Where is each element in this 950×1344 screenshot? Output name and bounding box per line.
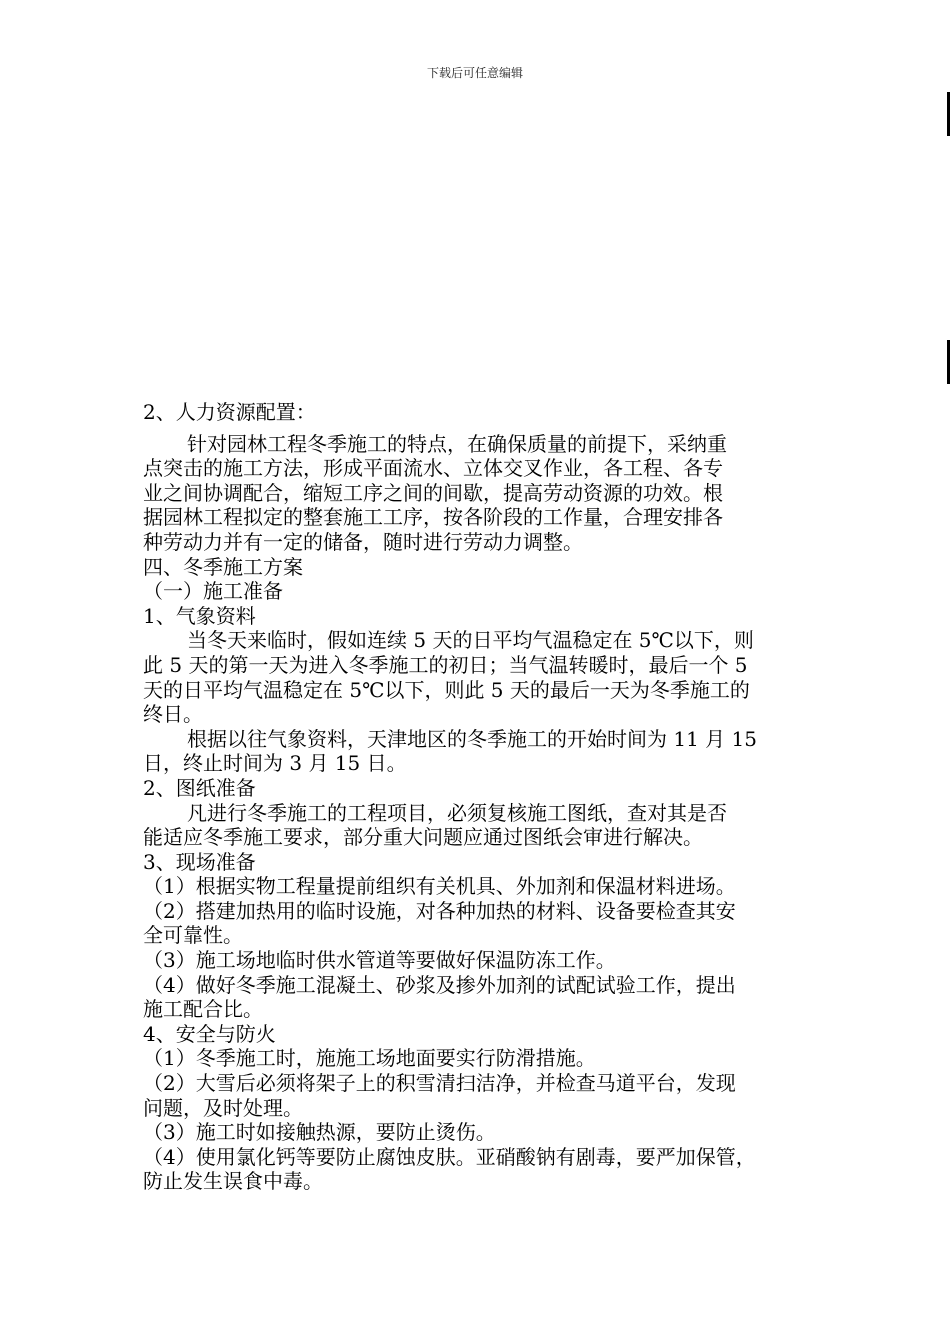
list-item-line: 施工配合比。 [143,997,263,1022]
paragraph-line: 能适应冬季施工要求，部分重大问题应通过图纸会审进行解决。 [143,825,703,850]
paragraph-line: 此 5 天的第一天为进入冬季施工的初日；当气温转暖时，最后一个 5 [143,652,748,677]
paragraph-line: 种劳动力并有一定的储备，随时进行劳动力调整。 [143,529,583,554]
item-heading: 1、气象资料 [143,603,256,628]
paragraph-line: 日，终止时间为 3 月 15 日。 [143,751,407,776]
paragraph-line: 点突击的施工方法，形成平面流水、立体交叉作业，各工程、各专 [143,456,723,481]
list-item-line: （2）大雪后必须将架子上的积雪清扫洁净，并检查马道平台，发现 [143,1071,736,1096]
paragraph-line: 根据以往气象资料，天津地区的冬季施工的开始时间为 11 月 15 [187,726,757,751]
paragraph-line: 当冬天来临时，假如连续 5 天的日平均气温稳定在 5℃以下，则 [187,628,754,653]
list-item-line: （4）做好冬季施工混凝土、砂浆及掺外加剂的试配试验工作，提出 [143,972,736,997]
list-item-line: 问题，及时处理。 [143,1095,303,1120]
page-header: 下载后可任意编辑 [426,66,523,80]
list-item-line: （2）搭建加热用的临时设施，对各种加热的材料、设备要检查其安 [143,898,736,923]
paragraph-line: 针对园林工程冬季施工的特点，在确保质量的前提下，采纳重 [187,431,727,456]
paragraph-line: 终日。 [143,702,203,727]
list-item-line: （3）施工场地临时供水管道等要做好保温防冻工作。 [143,948,616,973]
subsection-heading: （一）施工准备 [143,579,283,604]
list-item-line: 防止发生误食中毒。 [143,1169,323,1194]
section-heading: 2、人力资源配置： [143,400,316,424]
paragraph-line: 凡进行冬季施工的工程项目，必须复核施工图纸，查对其是否 [187,800,727,825]
item-heading: 3、现场准备 [143,849,256,874]
list-item-line: （1）根据实物工程量提前组织有关机具、外加剂和保温材料进场。 [143,874,736,899]
list-item-line: （1）冬季施工时，施施工场地面要实行防滑措施。 [143,1046,596,1071]
document-body [143,400,823,1194]
section-heading: 四、冬季施工方案 [143,554,303,579]
item-heading: 2、图纸准备 [143,775,256,800]
paragraph-line: 天的日平均气温稳定在 5℃以下，则此 5 天的最后一天为冬季施工的 [143,677,750,702]
paragraph-line: 据园林工程拟定的整套施工工序，按各阶段的工作量，合理安排各 [143,505,723,530]
list-item-line: （3）施工时如接触热源，要防止烫伤。 [143,1120,496,1145]
paragraph-line: 业之间协调配合，缩短工序之间的间歇，提高劳动资源的功效。根 [143,480,723,505]
list-item-line: （4）使用氯化钙等要防止腐蚀皮肤。亚硝酸钠有剧毒，要严加保管， [143,1144,756,1169]
list-item-line: 全可靠性。 [143,923,243,948]
item-heading: 4、安全与防火 [143,1021,276,1046]
